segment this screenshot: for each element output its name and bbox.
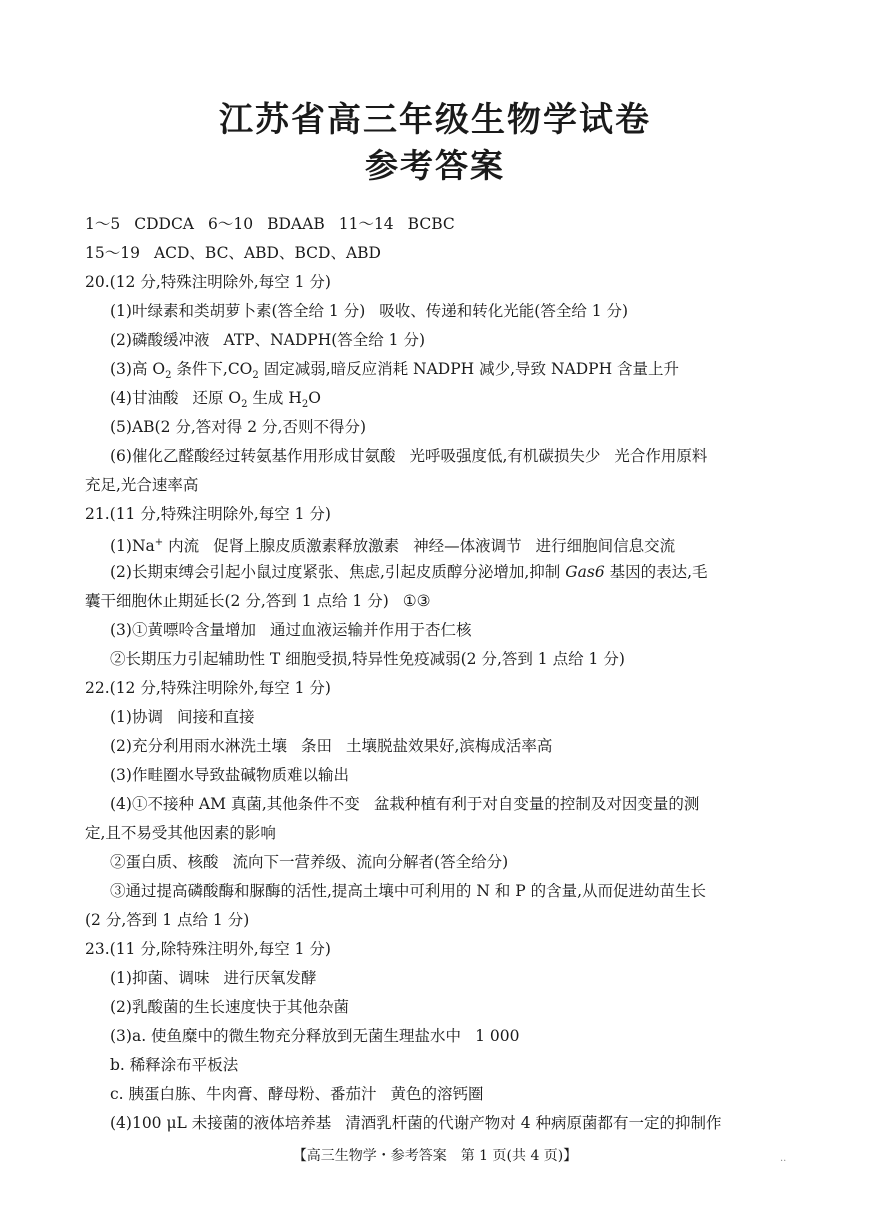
q22-part4-cont: 定,且不易受其他因素的影响 <box>85 824 276 842</box>
q21-part3: (3)①黄嘌呤含量增加 通过血液运输并作用于杏仁核 <box>110 621 472 639</box>
q23-part2: (2)乳酸菌的生长速度快于其他杂菌 <box>110 998 349 1016</box>
q22-part4-3-cont: (2 分,答到 1 点给 1 分) <box>85 911 250 929</box>
q23-part4: (4)100 μL 未接菌的液体培养基 清酒乳杆菌的代谢产物对 4 种病原菌都有一定的抑制作 <box>110 1114 722 1132</box>
q20-part4: (4)甘油酸 还原 $O_2$ 生成 $H_2O$ <box>110 389 321 411</box>
q23-part3a: (3)a. 使鱼糜中的微生物充分释放到无菌生理盐水中 1 000 <box>110 1027 520 1045</box>
q21-part2: (2)长期束缚会引起小鼠过度紧张、焦虑,引起皮质醇分泌增加,抑制 Gas6 基因的表达,毛 <box>110 563 708 581</box>
q21-part1: (1)Na+ 内流 促肾上腺皮质激素释放激素 神经—体液调节 进行细胞间信息交流 <box>110 537 676 556</box>
q21-head: 21.(11 分,特殊注明除外,每空 1 分) <box>85 505 331 523</box>
q20-head: 20.(12 分,特殊注明除外,每空 1 分) <box>85 273 331 291</box>
q22-part2: (2)充分利用雨水淋洗土壤 条田 土壤脱盐效果好,滨梅成活率高 <box>110 737 553 755</box>
q22-part4: (4)①不接种 AM 真菌,其他条件不变 盆栽种植有利于对自变量的控制及对因变量的测 <box>110 795 700 813</box>
q20-part2: (2)磷酸缓冲液 ATP、NADPH(答全给 1 分) <box>110 331 426 349</box>
q20-part5: (5)AB(2 分,答对得 2 分,否则不得分) <box>110 418 366 436</box>
q23-part3c: c. 胰蛋白胨、牛肉膏、酵母粉、番茄汁 黄色的溶钙圈 <box>110 1085 484 1103</box>
corner-mark: .. <box>780 1153 787 1164</box>
q23-part1: (1)抑菌、调味 进行厌氧发酵 <box>110 969 317 987</box>
mc-row-2: 15～19 ACD、BC、ABD、BCD、ABD <box>85 244 381 262</box>
q20-part6-cont: 充足,光合速率高 <box>85 476 199 494</box>
q22-part3: (3)作畦圈水导致盐碱物质难以输出 <box>110 766 349 784</box>
q20-part3: (3)高 $O_2$ 条件下$,CO_2$ 固定减弱,暗反应消耗 NADPH 减少,导致 NADPH 含量上升 <box>110 360 680 382</box>
q21-part2-cont: 囊干细胞休止期延长(2 分,答到 1 点给 1 分) ①③ <box>85 592 431 610</box>
q21-part3-2: ②长期压力引起辅助性 T 细胞受损,特异性免疫减弱(2 分,答到 1 点给 1 分) <box>110 650 625 668</box>
page-footer: 【高三生物学・参考答案 第 1 页(共 4 页)】 <box>292 1148 578 1164</box>
q22-part1: (1)协调 间接和直接 <box>110 708 255 726</box>
mc-row-1: 1～5 CDDCA 6～10 BDAAB 11～14 BCBC <box>85 215 455 233</box>
q23-part3b: b. 稀释涂布平板法 <box>110 1056 239 1074</box>
q20-part6: (6)催化乙醛酸经过转氨基作用形成甘氨酸 光呼吸强度低,有机碳损失少 光合作用原料 <box>110 447 708 465</box>
q20-part1: (1)叶绿素和类胡萝卜素(答全给 1 分) 吸收、传递和转化光能(答全给 1 分) <box>110 302 629 320</box>
q22-head: 22.(12 分,特殊注明除外,每空 1 分) <box>85 679 331 697</box>
page-subtitle: 参考答案 <box>365 146 505 185</box>
q23-head: 23.(11 分,除特殊注明外,每空 1 分) <box>85 940 331 958</box>
q22-part4-3: ③通过提高磷酸酶和脲酶的活性,提高土壤中可利用的 N 和 P 的含量,从而促进幼苗生长 <box>110 882 707 900</box>
q22-part4-2: ②蛋白质、核酸 流向下一营养级、流向分解者(答全给分) <box>110 853 509 871</box>
page-title: 江苏省高三年级生物学试卷 <box>219 100 651 140</box>
